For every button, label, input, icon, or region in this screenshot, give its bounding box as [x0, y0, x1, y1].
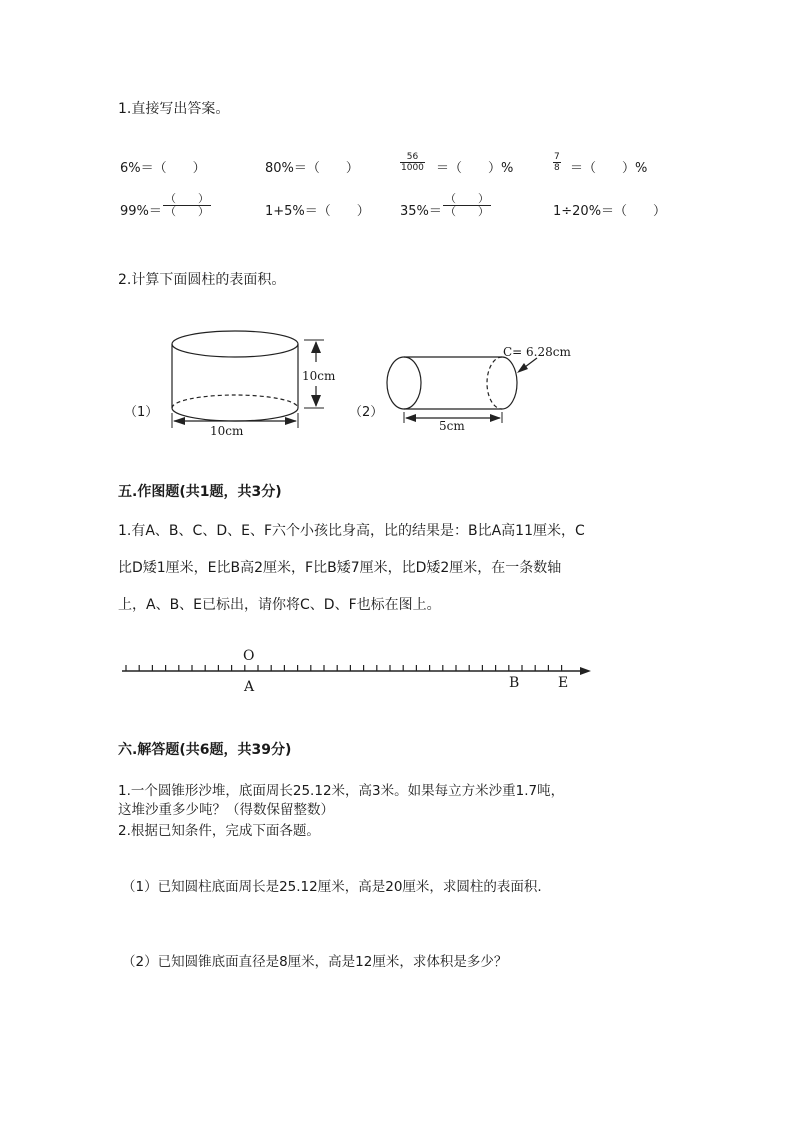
cylinder-figure-2 [387, 357, 537, 423]
length-label: 5cm [439, 419, 465, 433]
fraction-numerator: 7 [554, 152, 560, 162]
sub-question: （2）已知圆锥底面直径是8厘米，高是12厘米，求体积是多少？ [122, 954, 508, 970]
point-a-label: A [244, 679, 255, 695]
origin-label: O [243, 648, 255, 664]
fraction [400, 152, 425, 173]
sub-question: （1）已知圆柱底面周长是25.12厘米，高是20厘米，求圆柱的表面积. [122, 879, 542, 895]
exercise-item: 1+5%＝（ ） [265, 204, 370, 219]
exercise-item: 6%＝（ ） [120, 161, 206, 176]
point-b-label: B [509, 675, 520, 691]
number-line-arrowhead [580, 667, 591, 675]
question-text: 比D矮1厘米，E比B高2厘米，F比B矮7厘米，比D矮2厘米，在一条数轴 [118, 560, 562, 576]
section-heading: 五.作图题(共1题，共3分) [118, 484, 282, 500]
question-text: 1.有A、B、C、D、E、F六个小孩比身高，比的结果是：B比A高11厘米，C [118, 523, 585, 539]
fraction-denominator: （ ） [165, 205, 209, 218]
question-text: 上，A、B、E已标出，请你将C、D、F也标在图上。 [118, 597, 441, 613]
exercise-item: ＝（ ）% [570, 161, 648, 176]
point-e-label: E [558, 675, 569, 691]
exercise-item: 80%＝（ ） [265, 161, 359, 176]
fraction-numerator: （ ） [445, 192, 489, 205]
exercise-item: 99%＝ [120, 204, 162, 219]
fraction-denominator: 8 [554, 163, 560, 173]
exercise-item: 1÷20%＝（ ） [553, 204, 667, 219]
question-title: 2.计算下面圆柱的表面积。 [118, 272, 286, 288]
width-label: 10cm [210, 424, 244, 438]
number-line-ticks [126, 665, 562, 671]
fraction [553, 152, 561, 173]
fraction-denominator: （ ） [445, 205, 489, 218]
number-line [0, 660, 794, 680]
fraction-numerator: （ ） [165, 192, 209, 205]
question-text: 这堆沙重多少吨？（得数保留整数） [118, 802, 334, 818]
section-heading: 六.解答题(共6题，共39分) [118, 742, 292, 758]
fraction [443, 193, 491, 218]
fraction-numerator: 56 [400, 152, 425, 163]
circumference-label: C= 6.28cm [503, 345, 571, 359]
exercise-item: ＝（ ）% [436, 161, 514, 176]
cylinder-figures [0, 320, 794, 445]
fraction-denominator: 1000 [401, 163, 424, 173]
exercise-item: 35%＝ [400, 204, 442, 219]
height-label: 10cm [302, 369, 336, 383]
question-text: 2.根据已知条件，完成下面各题。 [118, 823, 320, 839]
fraction [163, 193, 211, 218]
figure-label: （2） [349, 405, 384, 420]
question-title: 1.直接写出答案。 [118, 101, 230, 117]
question-text: 1.一个圆锥形沙堆，底面周长25.12米，高3米。如果每立方米沙重1.7吨， [118, 783, 565, 799]
figure-label: （1） [124, 405, 159, 420]
